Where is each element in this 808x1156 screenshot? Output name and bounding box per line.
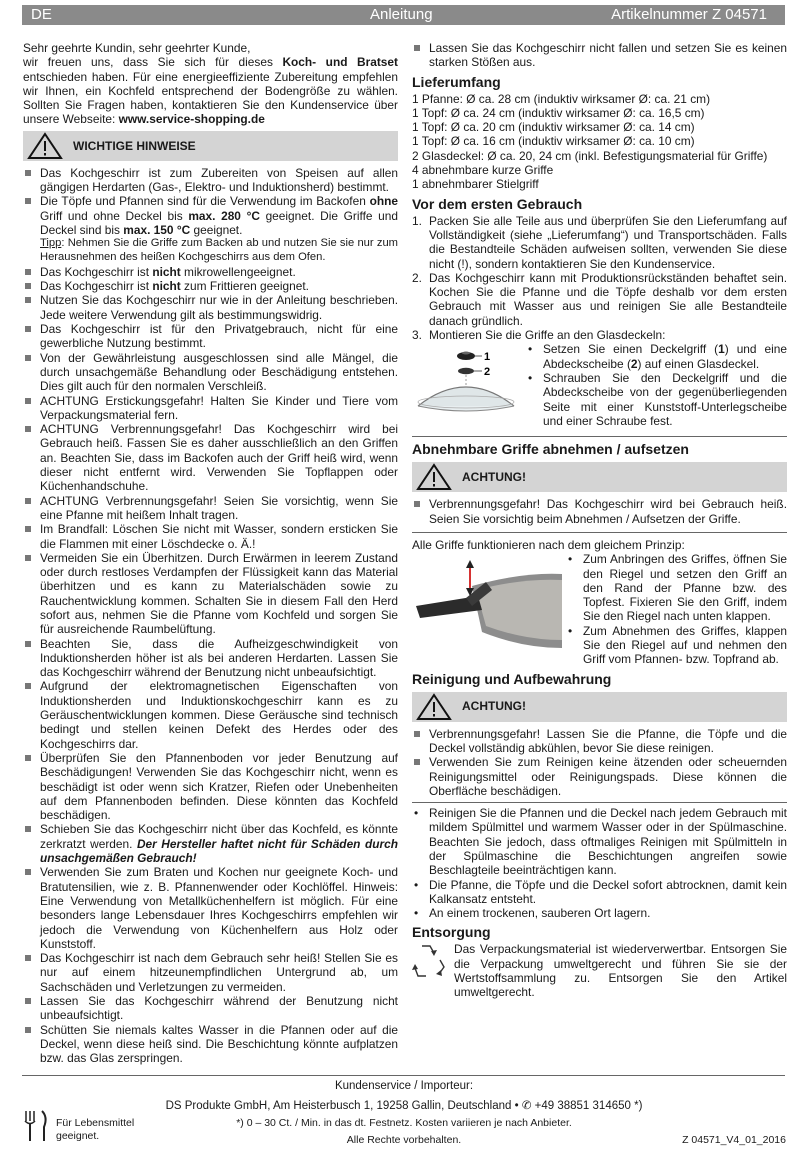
list-item: ACHTUNG Erstickungsgefahr! Halten Sie Kinder und Tiere vom Verpackungsmaterial fern. [23,394,398,423]
footer-service-label: Kundenservice / Importeur: [334,1080,474,1092]
right-column [412,41,787,1000]
warning-banner [412,462,787,492]
article-number: Artikelnummer Z 04571 [611,6,767,23]
numbered-step: 1. Packen Sie alle Teile aus und überprüfen Sie den Lieferumfang auf Vollständigkeit (siehe „Lieferumfang“) und Transportschäden. Falls die Bestandteile Schäden aufweisen sollten, verwenden Sie diese nicht (!), sondern kontaktieren Sie den Kundenservice. [412,213,787,271]
delivery-item: 2 Glasdeckel: Ø ca. 20, 24 cm (inkl. Befestigungsmaterial für Griffe) [412,148,768,163]
list-item: Das Kochgeschirr ist für den Privatgebrauch, nicht für eine gewerbliche Nutzung bestimmt. [23,322,398,351]
section-title-entsorgung: Entsorgung [412,924,491,941]
disposal-text: Das Verpackungsmaterial ist wiederverwertbar. Entsorgen Sie die Verpackung umweltgerecht und führen Sie sie der Wertstoffsammlung zu. Entsorgen Sie den Artikel umweltgerecht. [454,942,787,1000]
bullet-item: • Reinigen Sie die Pfannen und die Deckel nach jedem Gebrauch mit mildem Spülmittel und warmem Wasser oder in der Spülmaschine. Beachten Sie jedoch, dass oftmaliges Reinigen mit Spülmitteln in der Spülmaschine die Beschichtungen angreifen sowie Beschlagteile beeinträchtigen kann. [412,806,787,877]
delivery-item: 1 Topf: Ø ca. 16 cm (induktiv wirksamer Ø: ca. 10 cm) [412,134,695,149]
footer-divider [22,1075,785,1076]
principle-text: Alle Griffe funktionieren nach dem gleichem Prinzip: [412,537,685,552]
warning-title: ACHTUNG! [462,470,526,485]
warning-banner [23,131,398,161]
handle-steps [566,552,787,666]
document-code: Z 04571_V4_01_2016 [682,1134,786,1146]
warning-banner [412,692,787,722]
numbered-step: 2. Das Kochgeschirr kann mit Produktionsrückständen behaftet sein. Kochen Sie die Pfanne und die Töpfe deshalb vor dem ersten Gebrauch mit Wasser aus und reinigen Sie alle Bestandteile danach gründlich. [412,270,787,328]
warning-icon [416,463,452,491]
tip-note: Tipp: Nehmen Sie die Griffe zum Backen ab und nutzen Sie sie nur zum Herausnehmen des heißen Kochgeschirrs aus dem Ofen. [40,237,398,264]
intro-paragraph: wir freuen uns, dass Sie sich für dieses Koch- und Bratset entschieden haben. Für eine energieeffiziente Zubereitung empfehlen wir Ihnen, ein Kochfeld entsprechend der Bodengröße zu wählen. Sollten Sie Fragen haben, kontaktieren Sie den Kundenservice über unsere Webseite: www.service-shopping.de [23,55,398,127]
glass-lid-figure [412,342,520,434]
bullet-item: • Setzen Sie einen Deckelgriff (1) und eine Abdeckscheibe (2) auf einen Glasdeckel. [526,342,787,371]
footer-cost-note: *) 0 – 30 Ct. / Min. in das dt. Festnetz. Kosten variieren je nach Anbieter. [236,1117,572,1129]
list-item: Im Brandfall: Löschen Sie nicht mit Wasser, sondern ersticken Sie die Flammen mit einer Löschdecke o. Ä.! [23,522,398,551]
disposal-section [412,942,787,999]
list-item: Das Kochgeschirr ist nach dem Gebrauch sehr heiß! Stellen Sie es nur auf einem hitzeunempfindlichen Untergrund ab, um Sachschäden und Verletzungen zu vermeiden. [23,951,398,994]
lid-assembly-section [412,342,787,434]
bullet-item: • An einem trockenen, sauberen Ort lagern. [412,906,787,920]
document-title: Anleitung [370,6,433,23]
list-item: Nutzen Sie das Kochgeschirr nur wie in der Anleitung beschrieben. Jede weitere Verwendung gilt als bestimmungswidrig. [23,293,398,322]
delivery-item: 1 Topf: Ø ca. 20 cm (induktiv wirksamer Ø: ca. 14 cm) [412,120,695,135]
list-item: Beachten Sie, dass die Aufheizgeschwindigkeit von Induktionsherden höher ist als bei anderen Herdarten. Lassen Sie das Kochgeschirr während der Benutzung nicht unbeaufsichtigt. [23,637,398,680]
delivery-item: 4 abnehmbare kurze Griffe [412,163,554,178]
list-item: Verbrennungsgefahr! Lassen Sie die Pfanne, die Töpfe und die Deckel vollständig abkühlen, bevor Sie diese reinigen. [412,727,787,756]
bullet-item: • Die Pfanne, die Töpfe und die Deckel sofort abtrocknen, damit kein Kalkansatz entsteht. [412,878,787,907]
warning-title: ACHTUNG! [462,699,526,714]
bullet-item: • Schrauben Sie den Deckelgriff und die Abdeckscheibe von der gegenüberliegenden Seite mit einer Kunststoff-Unterlegscheibe und einer Schraube fest. [526,371,787,428]
list-item: Lassen Sie das Kochgeschirr nicht fallen und setzen Sie es keinen starken Stößen aus. [412,41,787,70]
section-title-vor-gebrauch: Vor dem ersten Gebrauch [412,195,583,212]
bullet-item: • Zum Anbringen des Griffes, öffnen Sie den Riegel und setzen den Griff an den Rand der Pfanne bzw. des Topfest. Fixieren Sie den Griff, indem Sie den Riegel nach unten klappen. [566,552,787,623]
divider [412,532,787,533]
food-safe-label: Für Lebensmittel geeignet. [56,1117,135,1142]
footer-rights: Alle Rechte vorbehalten. [346,1134,462,1146]
list-item: Vermeiden Sie ein Überhitzen. Durch Erwärmen in leerem Zustand oder durch restloses Verdampfen der Flüssigkeit kann das Material überhitzen und es kann zu Materialschäden sowie zu Rauchentwicklung kommen. Schalten Sie in diesem Fall den Herd sofort aus, nehmen Sie die Pfanne vom Kochfeld und sorgen Sie für ausreichende Raumbelüftung. [23,551,398,637]
header-bar [22,5,785,25]
bullet-item: • Zum Abnehmen des Griffes, klappen Sie den Riegel auf und nehmen den Griff vom Pfannen- bzw. Topfrand ab. [566,624,787,667]
footer [0,1075,808,1156]
left-column [23,41,398,1065]
list-item: Das Kochgeschirr ist zum Zubereiten von Speisen auf allen gängigen Herdarten (Gas-, Elektro- und Induktionsherd) bestimmt. [23,166,398,195]
list-item: Verbrennungsgefahr! Das Kochgeschirr wird bei Gebrauch heiß. Seien Sie vorsichtig beim Abnehmen / Aufsetzen der Griffe. [412,497,787,526]
salutation: Sehr geehrte Kundin, sehr geehrter Kunde, [23,41,251,55]
figure-label-2: 2 [484,366,491,379]
list-item: Schieben Sie das Kochgeschirr nicht über das Kochfeld, es könnte zerkratzt werden. Der Hersteller haftet nicht für Schäden durch unsachgemäßen Gebrauch! [23,822,398,865]
food-safe-icon [22,1109,50,1143]
footer-address: DS Produkte GmbH, Am Heisterbusch 1, 19258 Gallin, Deutschland • ✆ +49 38851 314650 *) [165,1100,643,1112]
warning-title: WICHTIGE HINWEISE [73,138,196,153]
list-item: Verwenden Sie zum Reinigen keine ätzenden oder scheuernden Reinigungsmittel oder Reinigungspads. Diese können die Oberfläche beschädigen. [412,755,787,798]
recycling-icon [412,942,448,982]
list-item: Überprüfen Sie den Pfannenboden vor jeder Benutzung auf Beschädigungen! Verwenden Sie das Kochgeschirr nicht, wenn es beschädigt ist oder wenn sich Kratzer, Riefen oder Unebenheiten auf dem Pfannenboden befinden. Diese könnten das Kochfeld beschädigen. [23,751,398,822]
delivery-item: 1 abnehmbarer Stielgriff [412,177,539,192]
numbered-step: 3. Montieren Sie die Griffe an den Glasdeckeln: [412,328,666,343]
lid-steps [526,342,787,434]
delivery-item: 1 Topf: Ø ca. 24 cm (induktiv wirksamer Ø: ca. 16,5 cm) [412,105,705,120]
list-item: ACHTUNG Verbrennungsgefahr! Das Kochgeschirr wird bei Gebrauch heiß. Fassen Sie es daher ausschließlich an den Griffen an. Beachten Sie, dass im Backofen auch der Griff heiß wird, wenn dieser nicht entfernt wird. Verwenden Sie Topflappen oder Küchenhandschuhe. [23,422,398,493]
divider [412,436,787,437]
handle-section [412,552,787,666]
list-item: Das Kochgeschirr ist nicht mikrowellengeeignet. [23,265,398,279]
list-item: Aufgrund der elektromagnetischen Eigenschaften von Induktionsherden und Induktionskochgeschirr kann es zu Geräuschentwicklungen kommen. Diese Geräusche sind technisch bedingt und stellen keinen Defekt des Herdes oder des Kochgeschirrs dar. [23,679,398,750]
warning-icon [416,693,452,721]
delivery-list [412,92,787,192]
divider [412,802,787,803]
section-title-reinigung: Reinigung und Aufbewahrung [412,670,612,687]
section-title-griffe: Abnehmbare Griffe abnehmen / aufsetzen [412,441,689,458]
section-title-lieferumfang: Lieferumfang [412,73,501,90]
list-item: Das Kochgeschirr ist nicht zum Frittieren geeignet. [23,279,398,293]
list-item: Lassen Sie das Kochgeschirr während der Benutzung nicht unbeaufsichtigt. [23,994,398,1023]
language-label: DE [31,6,52,23]
list-item: Schütten Sie niemals kaltes Wasser in die Pfannen oder auf die Deckel, wenn diese heiß sind. Die Beschichtung könnte aufplatzen bzw. das Glas zerspringen. [23,1023,398,1066]
handle-figure [412,552,562,652]
service-link[interactable]: www.service-shopping.de [118,112,265,127]
list-item: ACHTUNG Verbrennungsgefahr! Seien Sie vorsichtig, wenn Sie eine Pfanne mit heißem Inhalt tragen. [23,494,398,523]
list-item: Von der Gewährleistung ausgeschlossen sind alle Mängel, die durch unsachgemäße Behandlung oder Beschädigung entstehen. Dies gilt auch für den normalen Verschleiß. [23,351,398,394]
warning-icon [27,132,63,160]
delivery-item: 1 Pfanne: Ø ca. 28 cm (induktiv wirksamer Ø: ca. 21 cm) [412,91,711,106]
list-item: Die Töpfe und Pfannen sind für die Verwendung im Backofen ohne Griff und ohne Deckel bis max. 280 °C geeignet. Die Griffe und Deckel sind bis max. 150 °C geeignet. Tipp: Nehmen Sie die Griffe zum Backen ab und nutzen Sie sie nur zum Herausnehmen des heißen Kochgeschirrs aus dem Ofen. [23,194,398,264]
list-item: Verwenden Sie zum Braten und Kochen nur geeignete Koch- und Bratutensilien, wie z. B. Pfannenwender oder Kochlöffel. Hinweis: Eine Verwendung von Metallküchenhelfern ist möglich. Für eine besonders lange Lebensdauer Ihres Kochgeschirrs empfehlen wir jedoch die Verwendung von Küchenhelfern aus Holz oder Kunststoff. [23,865,398,951]
figure-label-1: 1 [484,351,491,364]
